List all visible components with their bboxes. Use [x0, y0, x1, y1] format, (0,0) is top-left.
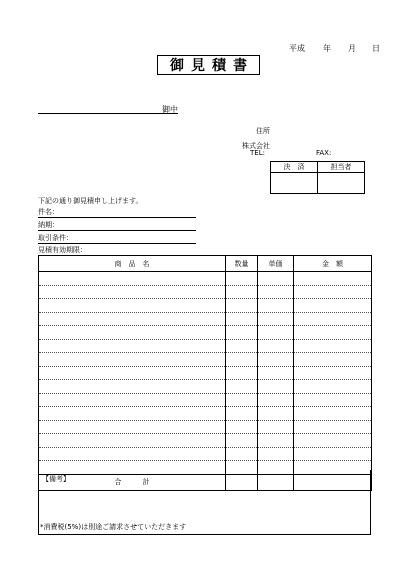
item-cell[interactable] — [39, 380, 226, 394]
item-cell[interactable] — [39, 339, 226, 353]
date-day: 日 — [372, 44, 380, 53]
amount-cell[interactable] — [294, 393, 372, 407]
unit-price-cell[interactable] — [258, 447, 294, 461]
unit-price-cell[interactable] — [258, 380, 294, 394]
recipient-suffix: 御中 — [162, 105, 178, 114]
stamp-staff-label: 担当者 — [318, 162, 365, 173]
tax-note: *消費税(5%)は別途ご請求させていただきます — [40, 523, 187, 531]
validity-field[interactable]: 見積有効期限： — [38, 245, 196, 256]
table-row[interactable] — [39, 353, 372, 367]
table-row[interactable] — [39, 366, 372, 380]
item-cell[interactable] — [39, 434, 226, 448]
stamp-table — [270, 161, 365, 194]
delivery-field[interactable]: 納期： — [38, 220, 196, 231]
items-table — [38, 255, 372, 491]
quantity-cell[interactable] — [226, 326, 258, 340]
terms-field[interactable]: 取引条件： — [38, 233, 196, 244]
amount-cell[interactable] — [294, 434, 372, 448]
sender-address-label: 住所 — [256, 127, 270, 135]
quantity-cell[interactable] — [226, 285, 258, 299]
table-row[interactable] — [39, 312, 372, 326]
unit-price-cell[interactable] — [258, 434, 294, 448]
table-row[interactable] — [39, 285, 372, 299]
amount-cell[interactable] — [294, 353, 372, 367]
item-cell[interactable] — [39, 447, 226, 461]
table-row[interactable] — [39, 447, 372, 461]
quantity-cell[interactable] — [226, 380, 258, 394]
amount-cell[interactable] — [294, 326, 372, 340]
quantity-cell[interactable] — [226, 312, 258, 326]
item-cell[interactable] — [39, 299, 226, 313]
date-month: 月 — [348, 44, 356, 53]
unit-price-cell[interactable] — [258, 312, 294, 326]
item-cell[interactable] — [39, 285, 226, 299]
unit-price-cell[interactable] — [258, 272, 294, 286]
header-unit-price: 単価 — [258, 256, 294, 272]
table-row[interactable] — [39, 272, 372, 286]
item-cell[interactable] — [39, 312, 226, 326]
item-cell[interactable] — [39, 407, 226, 421]
intro-text: 下記の通り御見積申し上げます。 — [38, 197, 143, 205]
stamp-approval-label: 決 済 — [271, 162, 318, 173]
quantity-cell[interactable] — [226, 434, 258, 448]
amount-cell[interactable] — [294, 299, 372, 313]
items-header-row — [39, 256, 372, 272]
quantity-cell[interactable] — [226, 366, 258, 380]
notes-label: 【備考】 — [42, 475, 70, 483]
recipient-line[interactable] — [38, 113, 178, 114]
unit-price-cell[interactable] — [258, 393, 294, 407]
quantity-cell[interactable] — [226, 272, 258, 286]
amount-cell[interactable] — [294, 380, 372, 394]
unit-price-cell[interactable] — [258, 420, 294, 434]
table-row[interactable] — [39, 434, 372, 448]
amount-cell[interactable] — [294, 272, 372, 286]
total-label: 合 計 — [39, 474, 226, 490]
notes-box[interactable] — [38, 470, 371, 535]
quantity-cell[interactable] — [226, 339, 258, 353]
item-cell[interactable] — [39, 366, 226, 380]
table-row[interactable] — [39, 380, 372, 394]
item-cell[interactable] — [39, 326, 226, 340]
item-cell[interactable] — [39, 272, 226, 286]
stamp-staff-box[interactable] — [318, 173, 365, 194]
unit-price-cell[interactable] — [258, 407, 294, 421]
unit-price-cell[interactable] — [258, 339, 294, 353]
amount-cell[interactable] — [294, 312, 372, 326]
quantity-cell[interactable] — [226, 407, 258, 421]
table-row[interactable] — [39, 299, 372, 313]
item-cell[interactable] — [39, 353, 226, 367]
header-item: 商 品 名 — [39, 256, 226, 272]
table-row[interactable] — [39, 393, 372, 407]
amount-cell[interactable] — [294, 420, 372, 434]
date-era: 平成 — [289, 44, 305, 53]
sender-fax-label: FAX: — [316, 149, 332, 157]
date-year: 年 — [323, 44, 331, 53]
table-row[interactable] — [39, 407, 372, 421]
table-row[interactable] — [39, 326, 372, 340]
subject-field[interactable]: 件名： — [38, 207, 196, 218]
item-cell[interactable] — [39, 393, 226, 407]
unit-price-cell[interactable] — [258, 366, 294, 380]
amount-cell[interactable] — [294, 407, 372, 421]
amount-cell[interactable] — [294, 447, 372, 461]
header-quantity: 数量 — [226, 256, 258, 272]
table-row[interactable] — [39, 339, 372, 353]
stamp-approval-box[interactable] — [271, 173, 318, 194]
header-amount: 金 額 — [294, 256, 372, 272]
quantity-cell[interactable] — [226, 420, 258, 434]
quantity-cell[interactable] — [226, 393, 258, 407]
amount-cell[interactable] — [294, 285, 372, 299]
unit-price-cell[interactable] — [258, 326, 294, 340]
unit-price-cell[interactable] — [258, 353, 294, 367]
unit-price-cell[interactable] — [258, 299, 294, 313]
item-cell[interactable] — [39, 420, 226, 434]
quantity-cell[interactable] — [226, 299, 258, 313]
quantity-cell[interactable] — [226, 447, 258, 461]
quantity-cell[interactable] — [226, 353, 258, 367]
sender-tel-label: TEL: — [250, 149, 265, 157]
amount-cell[interactable] — [294, 339, 372, 353]
table-row[interactable] — [39, 420, 372, 434]
unit-price-cell[interactable] — [258, 285, 294, 299]
amount-cell[interactable] — [294, 366, 372, 380]
sender-company-label: 株式会社 — [242, 142, 270, 150]
document-title: 御見積書 — [157, 55, 260, 75]
